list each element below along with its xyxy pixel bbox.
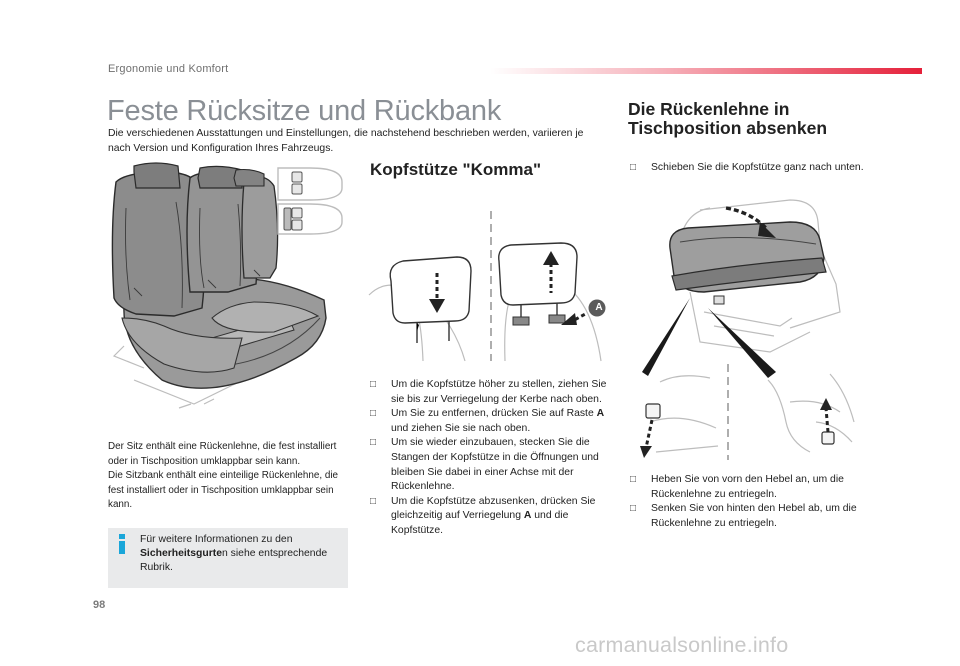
info-text-after: n siehe entsprechende Rubrik. [140,548,328,574]
seat-description-line2: Die Sitzbank enthält eine einteilige Rückenlehne, die fest installiert oder in Tischposition umklappbar sein kann. [108,470,339,510]
lever-illustration [640,362,872,462]
heading-tischposition-line1: Die Rückenlehne in [628,99,790,119]
heading-tischposition-line2: Tischposition absenken [628,118,828,138]
bullet-text: Um sie wieder einzubauen, stecken Sie die Stangen der Kopfstütze in die Öffnungen und bleiben Sie dabei in einer Achse mit der Rückenlehne. [391,437,599,493]
info-icon [116,534,128,554]
section-label: Ergonomie und Komfort [108,63,229,75]
bullet-box-icon: □ [630,162,637,173]
tisch-bullets-top [630,161,920,176]
bullet-box-icon: □ [370,408,377,420]
page-title: Feste Rücksitze und Rückbank [107,95,502,127]
bullet-text: Um Sie zu entfernen, drücken Sie auf Raste [391,408,597,420]
heading-kopfstuetze: Kopfstütze "Komma" [370,160,542,179]
watermark: carmanualsonline.info [575,633,789,657]
bullet-text-after: und die Kopfstütze. [391,510,569,536]
bullet-text: Schieben Sie die Kopfstütze ganz nach unten. [651,162,864,173]
list-item [630,473,890,502]
bullet-text: Um die Kopfstütze abzusenken, drücken Sie gleichzeitig auf Verriegelung [391,495,596,522]
bullet-box-icon: □ [370,437,377,449]
heading-tischposition [628,100,908,138]
list-item [370,378,615,407]
info-text [140,533,340,576]
page-number: 98 [93,599,106,611]
vehicle-seat-layout-icon [270,160,348,240]
seat-description-line1: Der Sitz enthält eine Rückenlehne, die fest installiert oder in Tischposition umklappbar sein kann. [108,441,337,467]
bullet-text: Heben Sie von vorn den Hebel an, um die Rückenlehne zu entriegeln. [651,474,844,500]
info-link-sicherheitsgurte: Sicherheitsgurte [140,548,222,560]
seat-description [108,440,353,513]
bullet-box-icon: □ [630,503,637,515]
list-item [630,161,920,176]
bullet-box-icon: □ [370,379,377,390]
list-item [370,436,615,494]
headrest-illustration [365,205,615,365]
bullet-bold: A [523,510,532,522]
bullet-text-after: und ziehen Sie sie nach oben. [391,422,531,434]
bullet-box-icon: □ [630,474,637,485]
list-item [630,502,890,531]
bullet-bold: A [596,408,605,420]
bullet-text: Senken Sie von hinten den Hebel ab, um die Rückenlehne zu entriegeln. [651,503,857,529]
table-position-illustration [640,192,880,372]
callout-a-label: A [595,302,603,313]
header-accent-bar [490,68,922,74]
list-item [370,407,615,436]
info-text-before: Für weitere Informationen zu den [140,534,293,545]
intro-text: Die verschiedenen Ausstattungen und Einstellungen, die nachstehend beschrieben werden, variieren je nach Version und Konfiguration Ihres Fahrzeugs. [108,128,584,154]
bullet-box-icon: □ [370,495,377,507]
tisch-bullets-bottom [630,473,890,531]
kopfstuetze-bullets [370,378,615,539]
list-item [370,495,615,539]
bullet-text: Um die Kopfstütze höher zu stellen, ziehen Sie sie bis zur Verriegelung der Kerbe nach oben. [391,379,607,405]
